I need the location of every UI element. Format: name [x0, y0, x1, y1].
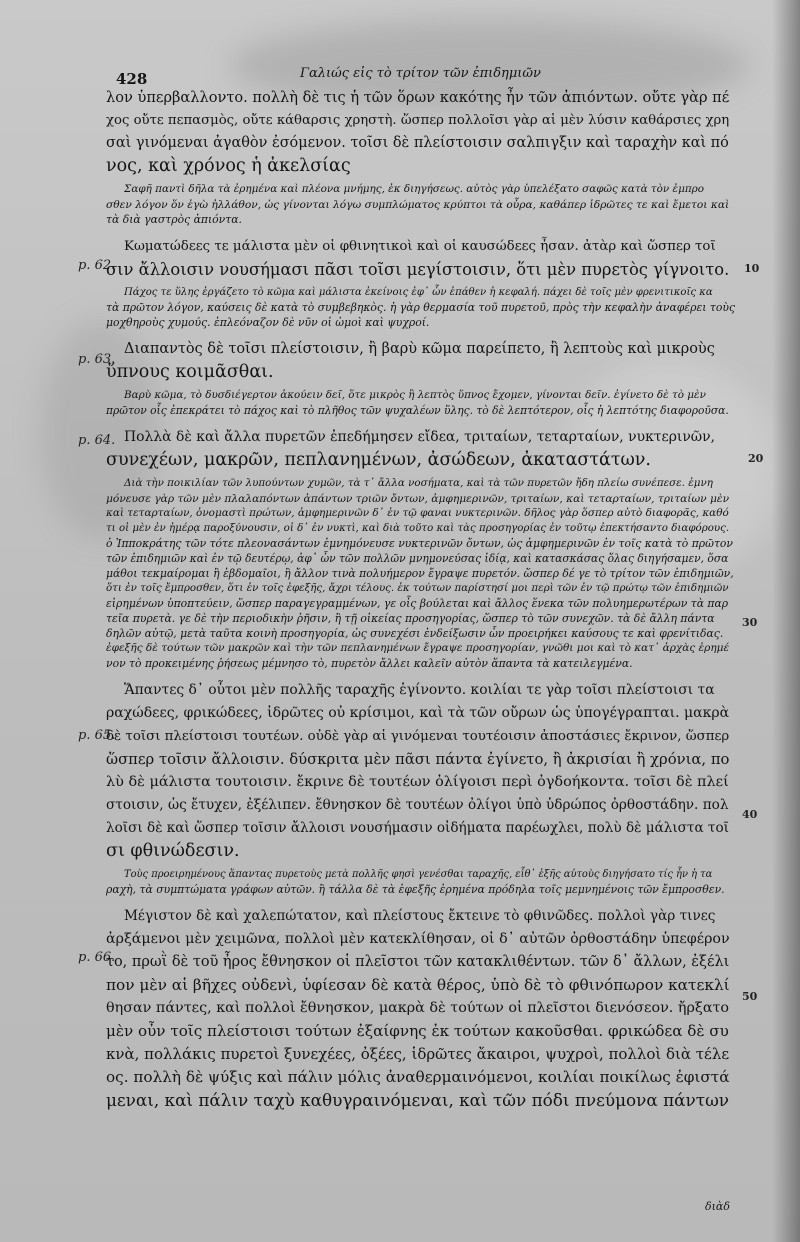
text-line: Μέγιστον δὲ καὶ χαλεπώτατον, καὶ πλείστους ἔκτεινε τὸ φθινῶδες. πολλοὶ γὰρ τινες: [124, 908, 716, 924]
line-number: 10: [744, 262, 760, 275]
text-paragraph: [106, 338, 736, 384]
commentary-line: τεῖα πυρετὰ. γε δὲ τὴν περιοδικὴν ῥῆσιν, ἢ τῇ οἰκείας προσηγορίας, ὥσπερ τὸ τῶν συνεχῶν. τὰ δὲ ἄλλη πάντα: [106, 612, 715, 625]
text-line: Διαπαντὸς δὲ τοῖσι πλείστοισιν, ἢ βαρὺ κῶμα παρείπετο, ἢ λεπτοὺς καὶ μικροὺς: [124, 341, 715, 357]
text-line: ὥσπερ τοῖσιν ἄλλοισιν. δύσκριτα μὲν πᾶσι πάντα ἐγίνετο, ἢ ἀκρισίαι ἢ χρόνια, πο: [106, 751, 730, 768]
commentary-line: ραχὴ, τὰ συμπτώματα γράφων αὐτῶν. ἢ τάλλα δὲ τὰ ἐφεξῆς ἐρημένα πρόδηλα τοῖς μεμνημένοις τῶν ἔμπροσθεν.: [106, 883, 725, 896]
commentary-line: καὶ τεταρταίων, ὀνομαστὶ πρώτων, ἀμφημερινῶν δ᾽ ἐν τῷ φαναι νυκτερινῶν. δῆλος γὰρ ὅσπερ αὐτὸ διαφορᾶς, καθό: [106, 507, 729, 519]
commentary-line: τὰ διὰ γαστρὸς ἀπιόντα.: [106, 213, 242, 226]
commentary-line: τὰ πρῶτον λόγον, καύσεις δὲ κατὰ τὸ συμβεβηκὸς. ἡ γὰρ θερμασία τοῦ πυρετοῦ, πρὸς τὴν κεφαλὴν ἀναφέρει τοὺς: [106, 301, 735, 314]
text-paragraph: [106, 235, 736, 281]
commentary-line: Βαρὺ κῶμα, τὸ δυσδιέγερτον ἀκούειν δεῖ, ὅτε μικρὸς ἢ λεπτὸς ὕπνος ἔχομεν, γίνονται δεῖν. ἐγίνετο δὲ τὸ μὲν: [124, 389, 706, 401]
commentary-line: ὅτι ἐν τοῖς ἔμπροσθεν, ὅτι ἐν τοῖς ἐφεξῆς, ἄχρι τέλους. ἐκ τούτων παρίστησί μοι περὶ τῶν ἐν τῷ πρώτῳ τῶν ἐπιδημιῶν: [106, 582, 729, 594]
commentary-line: πρῶτον οἷς ἐπεκράτει τὸ πάχος καὶ τὸ πλῆθος τῶν ψυχαλέων ὕλης. τὸ δὲ λεπτότερον, οἷς ἡ λεπτότης διαφοροῦσα.: [106, 404, 729, 417]
text-line: ἀρξάμενοι μὲν χειμῶνα, πολλοὶ μὲν κατεκλίθησαν, οἱ δ᾽ αὐτῶν ὀρθοστάδην ὑπεφέρον: [106, 931, 730, 947]
page-edge-shadow: [772, 0, 800, 1242]
commentary-line: ἐφεξῆς δὲ τούτων τῶν μακρῶν καὶ τὴν τῶν πεπλανημένων ἔγραψε προσηγορίαν, γνῶθι μοι καὶ τὸ κατ᾽ ἀρχὰς ἐρημέ: [106, 642, 730, 654]
text-line: στοισιν, ὡς ἔτυχεν, ἐξέλιπεν. ἔθνησκον δὲ τουτέων ὀλίγοι ὑπὸ ὑδρώπος ὀρθοστάδην. πολ: [106, 797, 729, 813]
commentary-line: ὁ Ἱπποκράτης τῶν τότε πλεονασάντων ἐμνημόνευσε νυκτερινῶν ὄντων, ὡς ἀμφημερινῶν ἐν τοῖς κατὰ τὸ πρῶτον: [106, 537, 733, 550]
text-line: θησαν πάντες, καὶ πολλοὶ ἔθνησκον, μακρὰ δὲ τούτων οἱ πλεῖστοι διενόσεον. ἤρξατο: [106, 1000, 730, 1016]
margin-note: p. 66.: [78, 950, 116, 965]
text-line: λὺ δὲ μάλιστα τουτοισιν. ἔκρινε δὲ τουτέων ὀλίγοισι περὶ ὀγδοήκοντα. τοῖσι δὲ πλεί: [106, 774, 729, 790]
margin-note: p. 65.: [78, 728, 116, 743]
main-text: [106, 86, 736, 1112]
text-line: πον μὲν αἱ βῆχες οὐδενὶ, ὑφίεσαν δὲ κατὰ θέρος, ὑπὸ δὲ τὸ φθινόπωρον κατεκλί: [106, 976, 730, 994]
commentary-line: μάθοι τεκμαίρομαι ἢ ἑβδομαῖοι, ἢ ἄλλον τινὰ πολυήμερον ἔγραψε πυρετόν. ὥσπερ δέ γε τὸ τρίτον τῶν ἐπιδημιῶν,: [106, 567, 734, 580]
commentary-paragraph: [106, 867, 736, 897]
text-line: κνὰ, πολλάκις πυρετοὶ ξυνεχέες, ὀξέες, ἱδρῶτες ἄκαιροι, ψυχροὶ, πολλοὶ διὰ τέλε: [106, 1045, 730, 1063]
line-number: 50: [742, 990, 758, 1003]
commentary-line: σθεν λόγον ὅν ἐγὼ ἠλλάθον, ὡς γίνονται λόγω συμπλώματος κρύπτοι τὰ οὖρα, καθάπερ ἱδρῶτες τε καὶ ἔμετοι καὶ: [106, 198, 730, 211]
text-line: λον ὑπερβαλλοντο. πολλὴ δὲ τις ἡ τῶν ὅρων κακότης ἦν τῶν ἀπιόντων. οὔτε γὰρ πέ: [106, 89, 730, 106]
commentary-line: Σαφῆ παντὶ δῆλα τὰ ἐρημένα καὶ πλέονα μνήμης, ἐκ διηγήσεως. αὐτὸς γὰρ ὑπελέξατο σαφῶς κατὰ τὸν ἐμπρο: [124, 183, 704, 195]
commentary-line: Τοὺς προειρημένους ἅπαντας πυρετοὺς μετὰ πολλῆς φησὶ γενέσθαι ταραχῆς, εἶθ᾽ ἑξῆς αὐτοὺς διηγήσατο τίς ἦν ἡ τα: [124, 869, 713, 880]
line-number: 40: [742, 808, 758, 821]
running-head: Γαλιώς εἰς τὸ τρίτον τῶν ἐπιδημιῶν: [300, 66, 541, 81]
text-paragraph: [106, 86, 736, 178]
text-line: χος οὔτε πεπασμὸς, οὔτε κάθαρσις χρηστὴ. ὥσπερ πολλοῖσι γὰρ αἱ μὲν λύσιν καθάρσιες χρη: [106, 113, 730, 128]
text-line: σαὶ γινόμεναι ἀγαθὸν ἐσόμενον. τοῖσι δὲ πλείστοισιν σαλπιγξιν καὶ ταραχὴν καὶ πό: [106, 135, 729, 151]
commentary-line: δηλῶν αὐτῷ, μετὰ ταῦτα κοινὴ προσηγορία, ὡς συνεχέσι ἐνδείξωσιν ὧν προειρήκει καύσους τε καὶ φρενίτιδας.: [106, 627, 724, 640]
commentary-line: τι οἱ μὲν ἐν ἡμέρᾳ παροξύνουσιν, οἱ δ᾽ ἐν νυκτὶ, καὶ διὰ τοῦτο καὶ τὰς προσηγορίας ἐν τοῦτῳ ἐπεκτήσαντο διαφόρους.: [106, 522, 730, 534]
text-line: σιν ἄλλοισιν νουσήμασι πᾶσι τοῖσι μεγίστοισιν, ὅτι μὲν πυρετὸς γίγνοιτο.: [106, 260, 730, 279]
commentary-line: Διὰ τὴν ποικιλίαν τῶν λυπούντων χυμῶν, τὰ τ᾽ ἄλλα νοσήματα, καὶ τὰ τῶν πυρετῶν ἤδη πλείω συνέπεσε. ἐμνη: [124, 477, 713, 489]
commentary-paragraph: [106, 388, 736, 418]
catchword: διὰδ: [705, 1200, 730, 1213]
commentary-line: νον τὸ προκειμένης ῥήσεως μέμνησο τὸ, πυρετὸν ἄλλει καλεῖν αὐτὸν ἅπαντα τὰ κατειλεγμένα.: [106, 657, 633, 670]
text-line: Πολλὰ δὲ καὶ ἄλλα πυρετῶν ἐπεδήμησεν εἴδεα, τριταίων, τεταρταίων, νυκτερινῶν,: [124, 429, 716, 445]
text-line: το, πρωῒ δὲ τοῦ ἦρος ἔθνησκον οἱ πλεῖστοι τῶν κατακλιθέντων. τῶν δ᾽ ἄλλων, ἐξέλι: [106, 954, 730, 970]
commentary-line: μοχθηροὺς χυμούς. ἐπλεόναζον δὲ νῦν οἱ ὠμοὶ καὶ ψυχροί.: [106, 316, 430, 329]
commentary-paragraph: [106, 476, 736, 671]
text-line: νος, καὶ χρόνος ἡ ἀκελσίας: [106, 156, 351, 176]
text-line: σι φθινώδεσιν.: [106, 841, 240, 861]
text-paragraph: [106, 905, 736, 1112]
line-number: 30: [742, 616, 758, 629]
margin-note: p. 62.: [78, 258, 116, 273]
text-paragraph: [106, 426, 736, 472]
commentary-paragraph: [106, 182, 736, 227]
commentary-line: Πάχος τε ὕλης ἐργάζετο τὸ κῶμα καὶ μάλιστα ἐκείνοις ἐφ᾽ ὧν ἐπάθεν ἡ κεφαλή. πάχει δὲ τοῖς μὲν φρενιτικοῖς κα: [124, 287, 713, 298]
text-line: μὲν οὖν τοῖς πλείστοισι τούτων ἐξαίφνης ἐκ τούτων κακοῦσθαι. φρικώδεα δὲ συ: [106, 1022, 729, 1040]
text-line: συνεχέων, μακρῶν, πεπλανημένων, ἀσώδεων, ἀκαταστάτων.: [106, 450, 651, 470]
line-number: 20: [748, 452, 764, 465]
commentary-paragraph: [106, 285, 736, 330]
text-line: Κωματώδεες τε μάλιστα μὲν οἱ φθινητικοὶ καὶ οἱ καυσώδεες ἦσαν. ἀτὰρ καὶ ὥσπερ τοῖ: [124, 239, 716, 254]
text-line: Ἅπαντες δ᾽ οὗτοι μὲν πολλῆς ταραχῆς ἐγίνοντο. κοιλίαι τε γὰρ τοῖσι πλείστοισι τα: [124, 682, 715, 698]
text-paragraph: [106, 679, 736, 863]
text-line: δὲ τοῖσι πλείστοισι τουτέων. οὐδὲ γὰρ αἱ γινόμεναι τουτέοισιν ἀποστάσιες ἔκρινον, ὥσπερ: [106, 729, 730, 744]
text-line: ραχώδεες, φρικώδεες, ἱδρῶτες οὐ κρίσιμοι, καὶ τὰ τῶν οὔρων ὡς ὑπογέγραπται. μακρὰ: [106, 705, 730, 721]
commentary-line: μόνευσε γὰρ τῶν μὲν πλαλαπόντων ἁπάντων τριῶν ὄντων, ἀμφημερινῶν, τριταίων, καὶ τεταρταίων, τριταίων μὲν: [106, 492, 730, 505]
margin-note: p. 63.: [78, 352, 116, 367]
text-line: λοῖσι δὲ καὶ ὥσπερ τοῖσιν ἄλλοισι νουσήμασιν οἰδήματα παρέωχλει, πολὺ δὲ μάλιστα τοῖ: [106, 820, 729, 836]
commentary-line: εἰρημένων ὑποπτεύειν, ὥσπερ παραγεγραμμένων, γε οἷς βούλεται καὶ ἄλλος ἕνεκα τῶν πολυημερωτέρων τὰ παρ: [106, 597, 729, 610]
text-line: ὕπνους κοιμᾶσθαι.: [106, 362, 274, 382]
page-number: 428: [116, 70, 148, 88]
text-line: ος. πολλὴ δὲ ψύξις καὶ πάλιν μόλις ἀναθερμαινόμενοι, κοιλίαι ποικίλως ἐφιστά: [106, 1068, 730, 1086]
margin-note: p. 64.: [78, 433, 116, 448]
commentary-line: τῶν ἐπιδημιῶν καὶ ἐν τῷ δευτέρῳ, ἀφ᾽ ὧν τῶν πολλῶν μνημονεύσας ἰδίᾳ, καὶ κατασκάσας ὅλας διηγήσαμεν, ὅσα: [106, 552, 729, 565]
text-line: μεναι, καὶ πάλιν ταχὺ καθυγραινόμεναι, καὶ τῶν πόδι πνεύμονα πάντων: [106, 1090, 730, 1110]
